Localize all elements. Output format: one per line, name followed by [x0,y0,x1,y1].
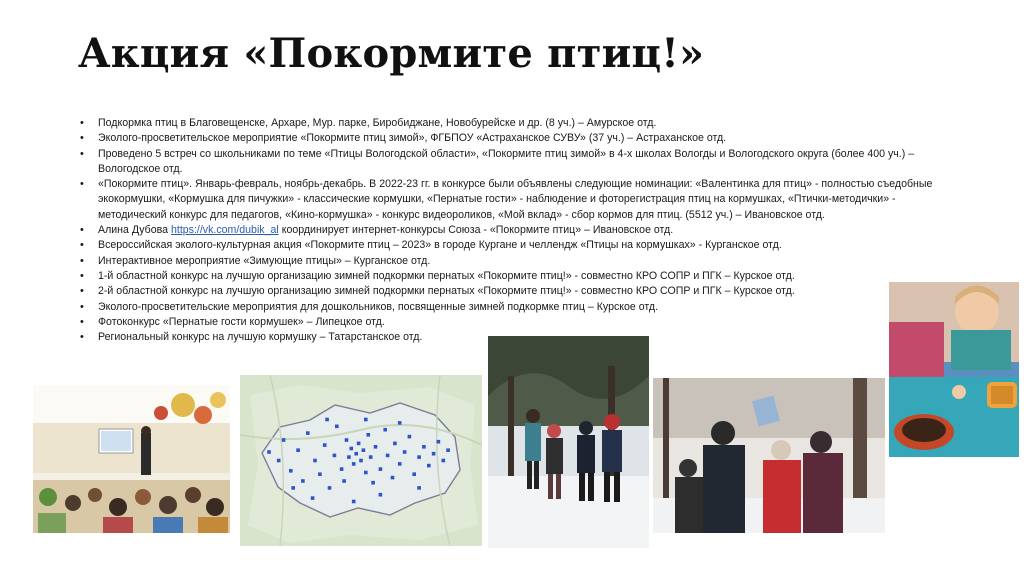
map-marker [367,433,371,437]
map-marker [318,472,322,476]
map-marker [301,479,305,483]
map-marker [386,454,390,458]
feeder-people-photo [653,378,885,533]
map-marker [393,442,397,446]
bullet-item: • Подкормка птиц в Благовещенске, Архаре, Мур. парке, Биробиджане, Новобурейске и др. (8 уч.) – Амурское отд. [80,116,960,131]
bullet-list [80,116,960,345]
bullet-item: • «Покормите птиц». Январь-февраль, ноябрь-декабрь. В 2022-23 гг. в конкурсе были объявлены следующие номинации: «Валентинка для птиц» - полностью съедобные экокормушки, «Кормушка для пичужки» - классические кормушки, «Пернатые гости» - наблюдение и фоторегистрация птиц на кормушках, «Птички-методички» - методический конкурс для педагогов, «Кино-кормушка» - конкурс видеороликов, «Мой вклад» - сбор кормов для птиц. (5512 уч.) – Ивановское отд. [80,177,960,223]
map-marker [417,486,421,490]
map-marker [352,462,356,466]
map-marker [347,455,351,459]
map-marker [403,450,407,454]
map-marker [342,479,346,483]
map-marker [277,459,281,463]
map-marker [398,462,402,466]
map-marker [306,431,310,435]
classroom-photo [33,385,230,533]
map-marker [289,469,293,473]
map-marker [391,476,395,480]
map-marker [422,445,426,449]
map-marker [345,438,349,442]
map-marker [398,421,402,425]
map-marker [350,447,354,451]
map-marker [408,435,412,439]
map-marker [354,452,358,456]
map-marker [364,471,368,475]
child-table-photo [889,282,1019,457]
slide-title: Акция «Покормите птиц!» [78,30,705,77]
map-marker [362,448,366,452]
bullet-item: • Всероссийская эколого-культурная акция «Покормите птиц – 2023» в городе Кургане и челлендж «Птицы на кормушках» - Курганское отд. [80,238,960,253]
map-marker [291,486,295,490]
map-marker [323,443,327,447]
bullet-item: • Проведено 5 встреч со школьниками по теме «Птицы Вологодской области», «Покормите птиц зимой» в 4-х школах Вологды и Вологодского округа (более 400 уч.) – Вологодское отд. [80,147,960,178]
map-marker [379,493,383,497]
bullet-item: • Интерактивное мероприятие «Зимующие птицы» – Курганское отд. [80,254,960,269]
bullet-text-before-link: Алина Дубова [98,224,171,237]
map-marker [282,438,286,442]
map-marker [325,418,329,422]
map-marker [412,472,416,476]
bullet-item: • Эколого-просветительские мероприятия для дошкольников, посвященные зимней подкормке птиц – Курское отд. [80,300,960,315]
bullet-item: • 1-й областной конкурс на лучшую организацию зимней подкормки пернатых «Покормите птиц!» - совместно КРО СОПР и ПГК – Курское отд. [80,269,960,284]
map-marker [442,459,446,463]
map-marker [296,448,300,452]
map-marker [417,455,421,459]
bullet-item-with-link [80,223,960,238]
children-snow-photo [488,336,649,548]
map-marker [333,454,337,458]
map-marker [374,445,378,449]
map-marker [383,428,387,432]
bullet-item: • Эколого-просветительское мероприятие «Покормите птиц зимой», ФГБПОУ «Астраханское СУВУ» (37 уч.) – Астраханское отд. [80,131,960,146]
map-marker [432,452,436,456]
map-marker [446,448,450,452]
map-marker [267,450,271,454]
map-marker [427,464,431,468]
region-map [240,375,482,546]
map-marker [328,486,332,490]
map-marker [371,481,375,485]
map-marker [364,418,368,422]
vk-link[interactable]: https://vk.com/dubik_al [170,224,279,237]
map-marker [437,440,441,444]
map-marker [311,496,315,500]
map-marker [357,442,361,446]
map-marker [379,467,383,471]
map-marker [335,425,339,429]
bullet-item: • Региональный конкурс на лучшую кормушку – Татарстанское отд. [80,330,960,345]
map-marker [313,459,317,463]
bullet-text-after-link: координирует интернет-конкурсы Союза - «Покормите птиц» – Ивановское отд. [278,224,674,237]
map-marker [359,459,363,463]
bullet-item: • 2-й областной конкурс на лучшую организацию зимней подкормки пернатых «Покормите птиц!» - совместно КРО СОПР и ПГК – Курское отд. [80,284,960,299]
map-marker [352,500,356,504]
map-marker [340,467,344,471]
bullet-item: • Фотоконкурс «Пернатые гости кормушек» – Липецкое отд. [80,315,960,330]
map-marker [369,455,373,459]
